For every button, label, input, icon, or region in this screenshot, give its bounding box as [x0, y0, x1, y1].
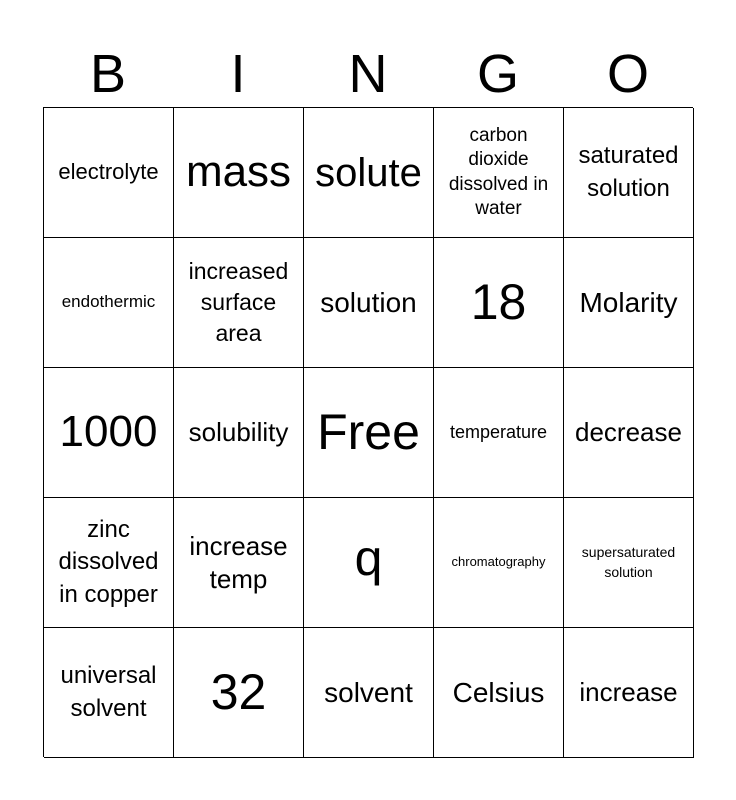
cell-text: increased surface area: [188, 257, 289, 347]
header-letter-o: O: [606, 44, 649, 104]
cell-text: supersaturated solution: [581, 543, 676, 580]
bingo-cell[interactable]: [44, 368, 174, 498]
bingo-cell[interactable]: [564, 368, 694, 498]
cell-text: increase temp: [189, 531, 288, 594]
bingo-cell[interactable]: [564, 108, 694, 238]
cell-text: electrolyte: [58, 159, 159, 185]
cell-text: solubility: [188, 417, 289, 448]
cell-text: 18: [470, 274, 527, 331]
cell-text: carbon dioxide dissolved in water: [448, 124, 549, 219]
cell-text: solution: [320, 286, 417, 318]
bingo-cell[interactable]: [434, 368, 564, 498]
bingo-cell[interactable]: [174, 628, 304, 758]
cell-text: 32: [210, 664, 267, 721]
header-letter-n: N: [348, 44, 388, 104]
bingo-cell[interactable]: [174, 368, 304, 498]
bingo-cell[interactable]: [44, 108, 174, 238]
cell-text: solute: [315, 150, 422, 195]
cell-text: solvent: [324, 676, 413, 708]
header-letter-g: G: [476, 44, 519, 104]
bingo-cell[interactable]: [304, 368, 434, 498]
bingo-cell[interactable]: [174, 238, 304, 368]
bingo-board: [43, 107, 693, 757]
cell-text: saturated solution: [578, 142, 679, 202]
cell-text: temperature: [449, 421, 548, 442]
bingo-cell[interactable]: [304, 108, 434, 238]
bingo-cell[interactable]: [174, 498, 304, 628]
bingo-cell[interactable]: [44, 238, 174, 368]
bingo-cell[interactable]: [174, 108, 304, 238]
cell-text: endothermic: [61, 292, 156, 312]
header-letter-i: I: [230, 44, 246, 104]
cell-text: decrease: [575, 417, 682, 448]
cell-text: zinc dissolved in copper: [58, 515, 159, 608]
cell-text: chromatography: [451, 554, 546, 570]
header-letter-b: B: [89, 44, 127, 104]
bingo-cell[interactable]: [434, 498, 564, 628]
bingo-cell[interactable]: [304, 628, 434, 758]
bingo-cell[interactable]: [434, 238, 564, 368]
cell-text: 1000: [59, 407, 158, 457]
cell-text: Molarity: [579, 286, 678, 318]
cell-text: universal solvent: [60, 662, 157, 722]
bingo-header: [43, 40, 693, 108]
bingo-cell[interactable]: [434, 628, 564, 758]
cell-text: mass: [185, 147, 292, 197]
bingo-cell[interactable]: [44, 498, 174, 628]
cell-text: q: [354, 530, 383, 587]
bingo-cell[interactable]: [434, 108, 564, 238]
cell-text: Celsius: [452, 676, 545, 708]
bingo-cell[interactable]: [304, 498, 434, 628]
bingo-cell[interactable]: [564, 498, 694, 628]
bingo-cell[interactable]: [44, 628, 174, 758]
bingo-cell[interactable]: [564, 238, 694, 368]
bingo-cell[interactable]: [304, 238, 434, 368]
free-space: Free: [317, 404, 420, 461]
bingo-cell[interactable]: [564, 628, 694, 758]
cell-text: increase: [579, 677, 678, 708]
